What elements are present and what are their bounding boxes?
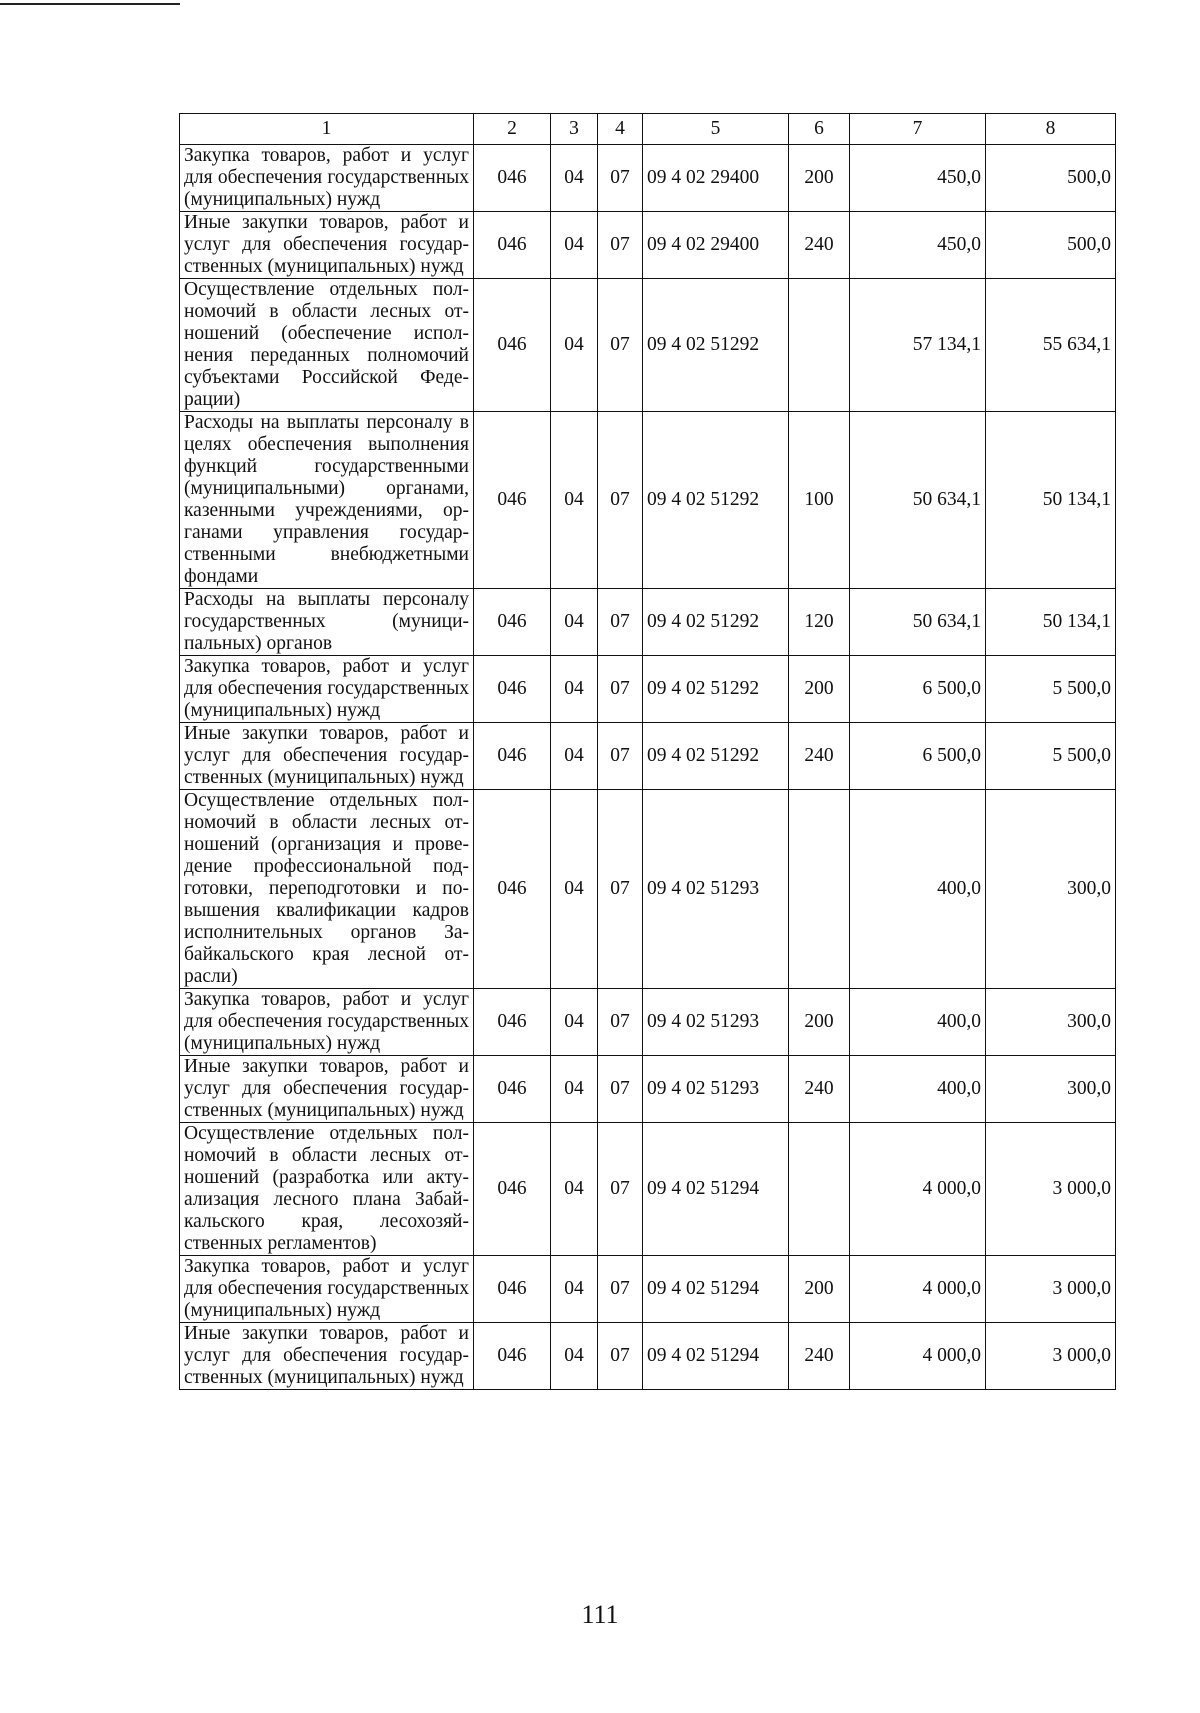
subsection-cell: 07: [598, 790, 643, 989]
page-number: 111: [581, 1600, 619, 1629]
target-article-cell: 09 4 02 51292: [643, 279, 789, 412]
amount-col7-cell: 450,0: [850, 212, 986, 279]
amount-col7-cell: 450,0: [850, 145, 986, 212]
section-cell: 04: [551, 212, 598, 279]
row-name-cell: Иные закупки товаров, работ и услуг для обеспечения государственных (муниципальных) нужд: [180, 1323, 474, 1390]
expense-type-cell: 100: [789, 412, 850, 589]
amount-col7-cell: 6 500,0: [850, 656, 986, 723]
amount-col8-cell: 50 134,1: [986, 412, 1116, 589]
section-cell: 04: [551, 656, 598, 723]
admin-code-cell: 046: [474, 723, 551, 790]
section-cell: 04: [551, 589, 598, 656]
section-cell: 04: [551, 145, 598, 212]
target-article-cell: 09 4 02 51292: [643, 723, 789, 790]
subsection-cell: 07: [598, 279, 643, 412]
row-name-cell: Осуществление отдельных полномочий в области лесных отношений (организация и проведение профессиональной подготовки, переподготовки и повышения квалификации кадров исполнительных органов Забайкальского края лесной отрасли): [180, 790, 474, 989]
section-cell: 04: [551, 279, 598, 412]
table-row: [180, 1123, 1116, 1256]
admin-code-cell: 046: [474, 1323, 551, 1390]
admin-code-cell: 046: [474, 989, 551, 1056]
admin-code-cell: 046: [474, 412, 551, 589]
amount-col8-cell: 50 134,1: [986, 589, 1116, 656]
expense-type-cell: 120: [789, 589, 850, 656]
section-cell: 04: [551, 1123, 598, 1256]
row-name-cell: Иные закупки товаров, работ и услуг для обеспечения государственных (муниципальных) нужд: [180, 723, 474, 790]
expense-type-cell: 240: [789, 1323, 850, 1390]
expense-type-cell: 200: [789, 145, 850, 212]
amount-col7-cell: 6 500,0: [850, 723, 986, 790]
amount-col8-cell: 5 500,0: [986, 723, 1116, 790]
target-article-cell: 09 4 02 51294: [643, 1123, 789, 1256]
amount-col8-cell: 300,0: [986, 790, 1116, 989]
admin-code-cell: 046: [474, 1123, 551, 1256]
table-row: [180, 1256, 1116, 1323]
expense-type-cell: 240: [789, 723, 850, 790]
header-col-8: 8: [986, 114, 1116, 145]
header-col-6: 6: [789, 114, 850, 145]
amount-col7-cell: 57 134,1: [850, 279, 986, 412]
top-rule: [0, 3, 180, 5]
subsection-cell: 07: [598, 212, 643, 279]
admin-code-cell: 046: [474, 212, 551, 279]
header-col-4: 4: [598, 114, 643, 145]
section-cell: 04: [551, 412, 598, 589]
target-article-cell: 09 4 02 51292: [643, 656, 789, 723]
amount-col8-cell: 3 000,0: [986, 1323, 1116, 1390]
row-name-cell: Иные закупки товаров, работ и услуг для обеспечения государственных (муниципальных) нужд: [180, 212, 474, 279]
expense-type-cell: 200: [789, 656, 850, 723]
admin-code-cell: 046: [474, 790, 551, 989]
target-article-cell: 09 4 02 51292: [643, 589, 789, 656]
row-name-cell: Закупка товаров, работ и услуг для обеспечения государственных (муниципальных) нужд: [180, 656, 474, 723]
section-cell: 04: [551, 1056, 598, 1123]
amount-col7-cell: 400,0: [850, 790, 986, 989]
subsection-cell: 07: [598, 1323, 643, 1390]
target-article-cell: 09 4 02 29400: [643, 212, 789, 279]
table-row: [180, 412, 1116, 589]
table-row: [180, 1323, 1116, 1390]
target-article-cell: 09 4 02 51294: [643, 1323, 789, 1390]
table-row: [180, 279, 1116, 412]
row-name-cell: Иные закупки товаров, работ и услуг для обеспечения государственных (муниципальных) нужд: [180, 1056, 474, 1123]
amount-col8-cell: 300,0: [986, 1056, 1116, 1123]
subsection-cell: 07: [598, 656, 643, 723]
section-cell: 04: [551, 790, 598, 989]
admin-code-cell: 046: [474, 589, 551, 656]
section-cell: 04: [551, 989, 598, 1056]
row-name-cell: Закупка товаров, работ и услуг для обеспечения государственных (муниципальных) нужд: [180, 1256, 474, 1323]
subsection-cell: 07: [598, 1123, 643, 1256]
admin-code-cell: 046: [474, 1256, 551, 1323]
expense-type-cell: 200: [789, 989, 850, 1056]
expense-type-cell: [789, 1123, 850, 1256]
target-article-cell: 09 4 02 29400: [643, 145, 789, 212]
row-name-cell: Закупка товаров, работ и услуг для обеспечения государственных (муниципальных) нужд: [180, 145, 474, 212]
subsection-cell: 07: [598, 589, 643, 656]
section-cell: 04: [551, 1256, 598, 1323]
amount-col8-cell: 3 000,0: [986, 1123, 1116, 1256]
target-article-cell: 09 4 02 51292: [643, 412, 789, 589]
row-name-cell: Расходы на выплаты персоналу в целях обеспечения выполнения функций государственными (муниципальными) органами, казенными учреждениями, органами управления государственными внебюджетными фондами: [180, 412, 474, 589]
amount-col7-cell: 400,0: [850, 1056, 986, 1123]
amount-col7-cell: 4 000,0: [850, 1256, 986, 1323]
amount-col8-cell: 500,0: [986, 145, 1116, 212]
expense-type-cell: 240: [789, 1056, 850, 1123]
amount-col7-cell: 50 634,1: [850, 412, 986, 589]
subsection-cell: 07: [598, 1056, 643, 1123]
table-row: [180, 790, 1116, 989]
amount-col7-cell: 4 000,0: [850, 1323, 986, 1390]
target-article-cell: 09 4 02 51294: [643, 1256, 789, 1323]
admin-code-cell: 046: [474, 1056, 551, 1123]
header-col-2: 2: [474, 114, 551, 145]
subsection-cell: 07: [598, 1256, 643, 1323]
section-cell: 04: [551, 723, 598, 790]
subsection-cell: 07: [598, 145, 643, 212]
admin-code-cell: 046: [474, 279, 551, 412]
amount-col7-cell: 50 634,1: [850, 589, 986, 656]
target-article-cell: 09 4 02 51293: [643, 989, 789, 1056]
table-row: [180, 212, 1116, 279]
header-col-3: 3: [551, 114, 598, 145]
subsection-cell: 07: [598, 723, 643, 790]
table-row: [180, 1056, 1116, 1123]
table-row: [180, 656, 1116, 723]
expense-type-cell: [789, 790, 850, 989]
header-col-5: 5: [643, 114, 789, 145]
row-name-cell: Осуществление отдельных полномочий в области лесных отношений (разработка или актуализация лесного плана Забайкальского края, лесохозяйственных регламентов): [180, 1123, 474, 1256]
section-cell: 04: [551, 1323, 598, 1390]
target-article-cell: 09 4 02 51293: [643, 790, 789, 989]
amount-col7-cell: 4 000,0: [850, 1123, 986, 1256]
table-row: [180, 589, 1116, 656]
expense-type-cell: [789, 279, 850, 412]
expense-type-cell: 200: [789, 1256, 850, 1323]
target-article-cell: 09 4 02 51293: [643, 1056, 789, 1123]
amount-col8-cell: 3 000,0: [986, 1256, 1116, 1323]
admin-code-cell: 046: [474, 656, 551, 723]
header-col-7: 7: [850, 114, 986, 145]
subsection-cell: 07: [598, 412, 643, 589]
row-name-cell: Закупка товаров, работ и услуг для обеспечения государственных (муниципальных) нужд: [180, 989, 474, 1056]
table-row: [180, 723, 1116, 790]
table-body: [180, 145, 1116, 1390]
expense-type-cell: 240: [789, 212, 850, 279]
amount-col8-cell: 300,0: [986, 989, 1116, 1056]
amount-col8-cell: 500,0: [986, 212, 1116, 279]
admin-code-cell: 046: [474, 145, 551, 212]
amount-col7-cell: 400,0: [850, 989, 986, 1056]
table-header: [180, 114, 1116, 145]
table-row: [180, 989, 1116, 1056]
subsection-cell: 07: [598, 989, 643, 1056]
header-row: [180, 114, 1116, 145]
table-row: [180, 145, 1116, 212]
row-name-cell: Расходы на выплаты персоналу государственных (муниципальных) органов: [180, 589, 474, 656]
budget-table: [179, 113, 1116, 1390]
amount-col8-cell: 5 500,0: [986, 656, 1116, 723]
row-name-cell: Осуществление отдельных полномочий в области лесных отношений (обеспечение исполнения переданных полномочий субъектами Российской Федерации): [180, 279, 474, 412]
header-col-1: 1: [180, 114, 474, 145]
amount-col8-cell: 55 634,1: [986, 279, 1116, 412]
